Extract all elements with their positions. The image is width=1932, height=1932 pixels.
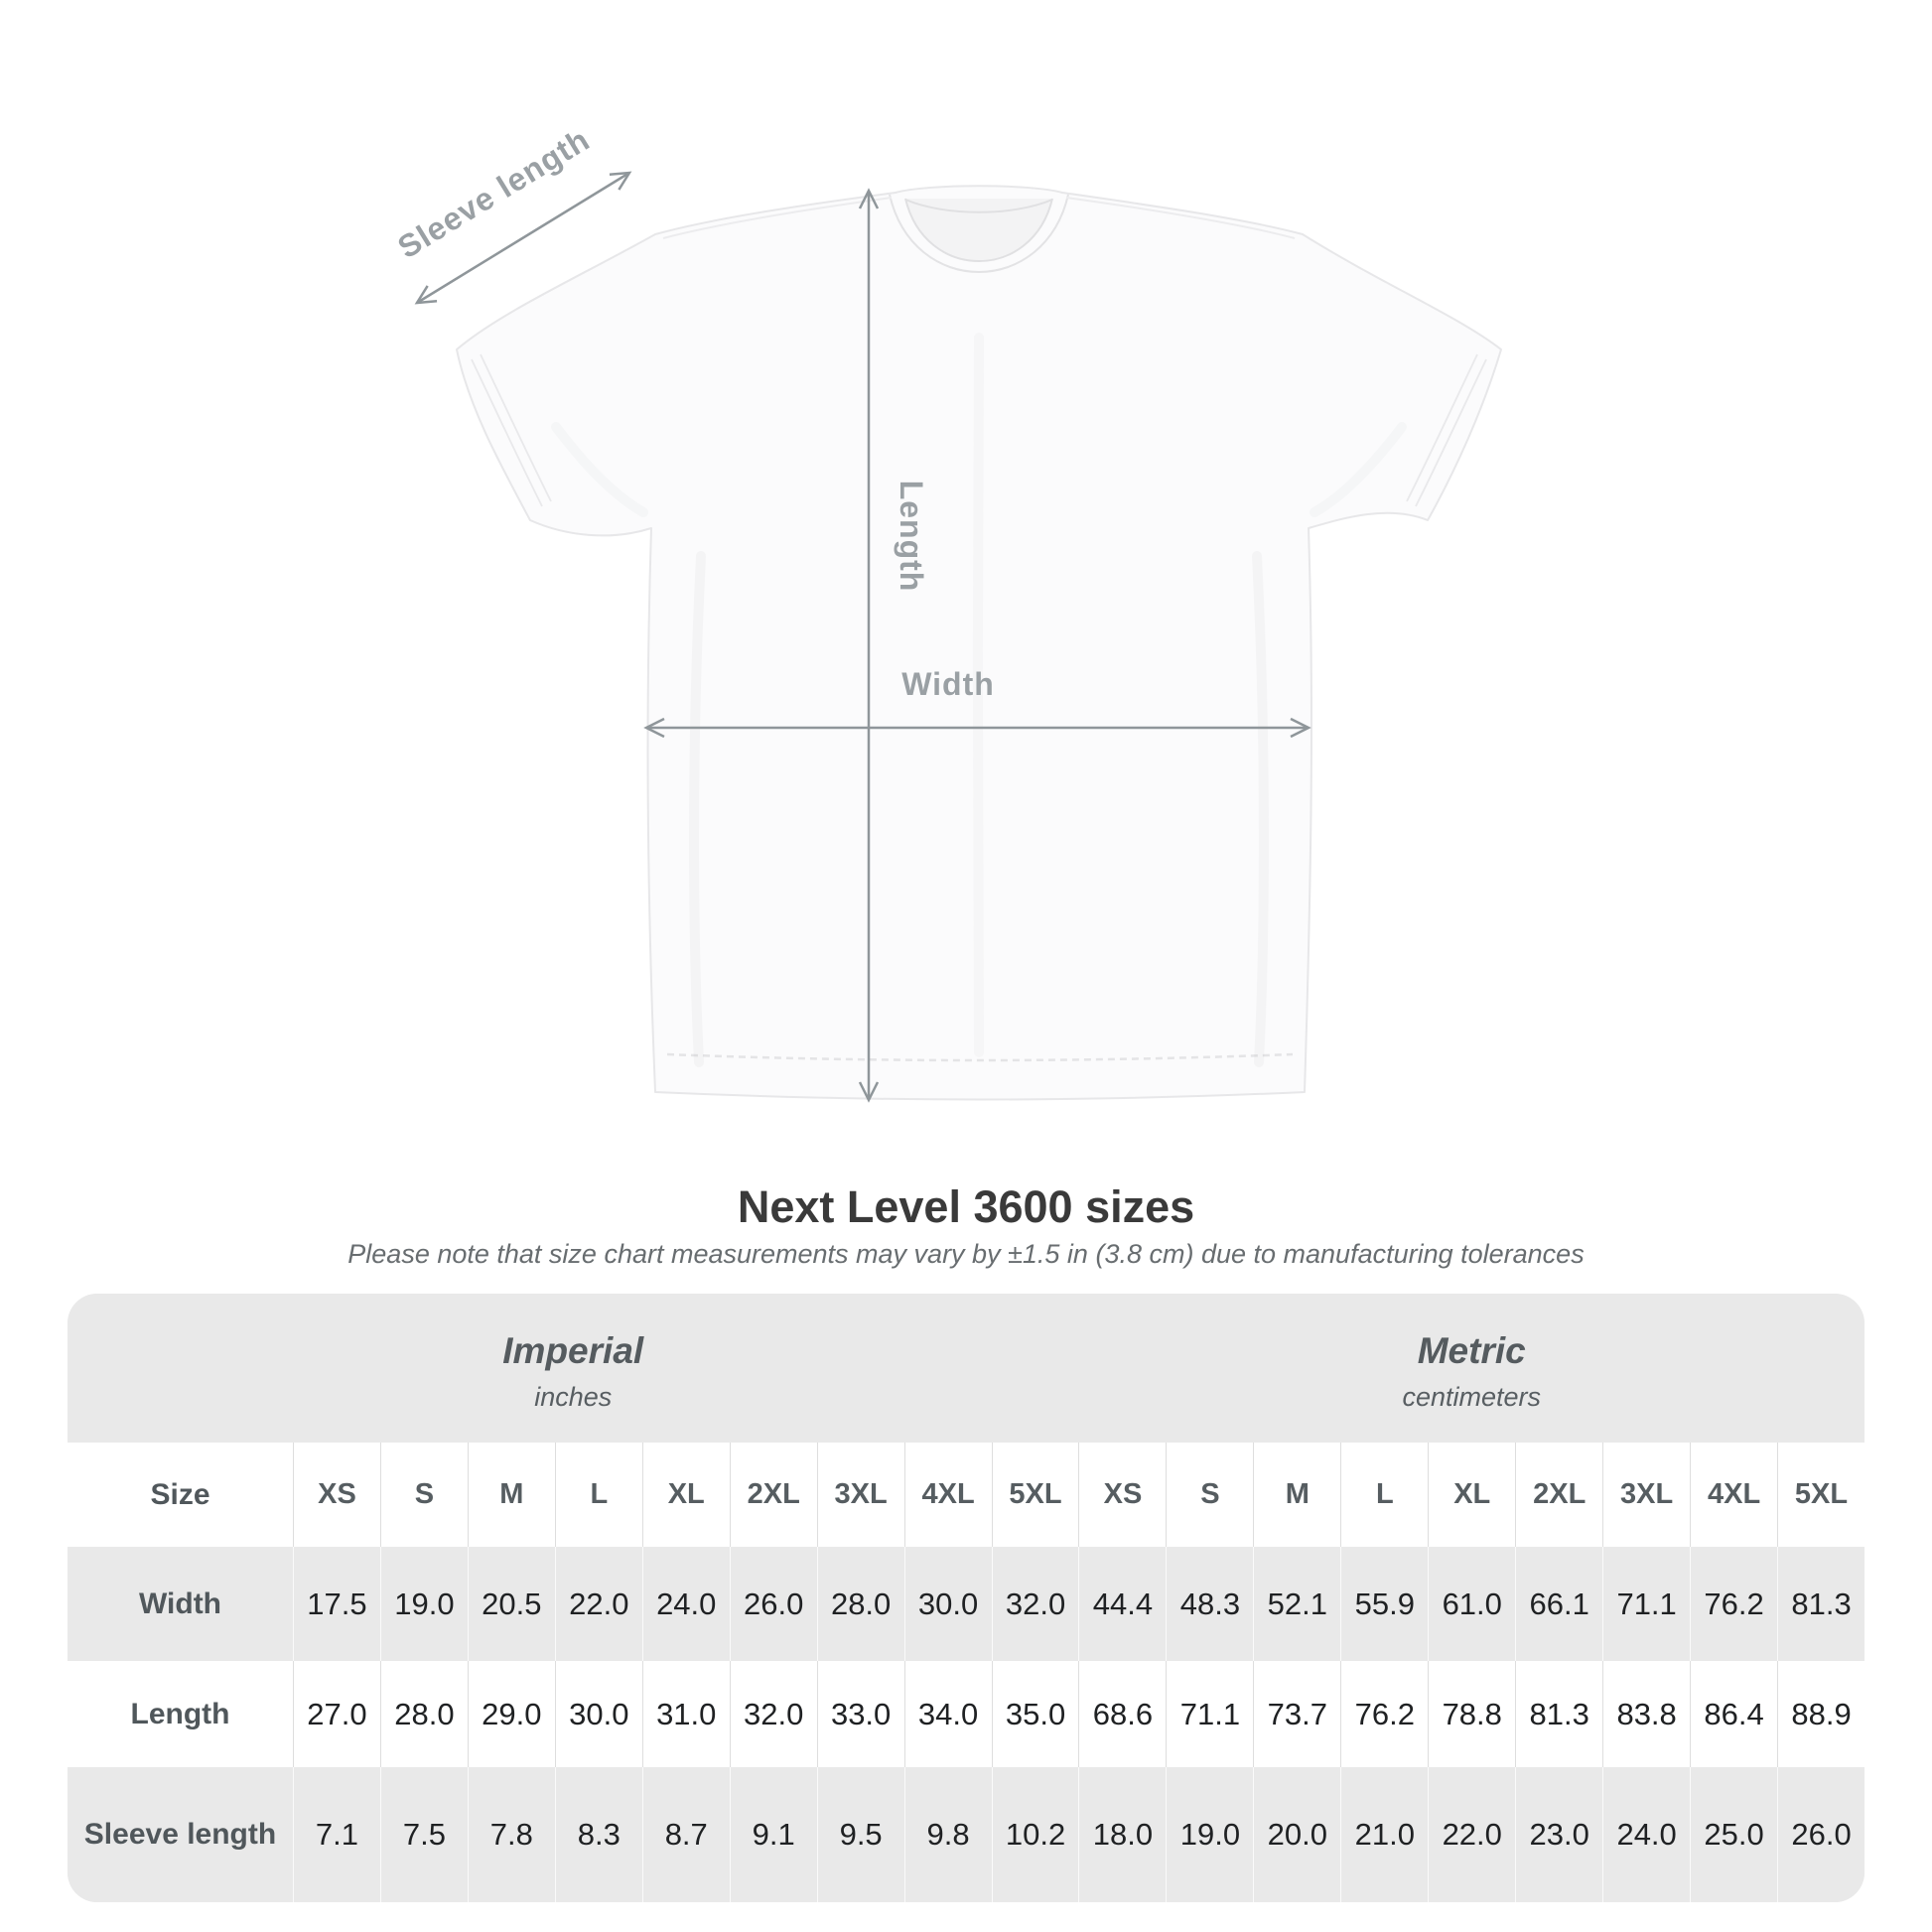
measurement-value: 28.0 (817, 1547, 904, 1661)
measurement-value: 86.4 (1690, 1661, 1777, 1767)
size-column-header: S (1166, 1443, 1253, 1547)
measurement-value: 23.0 (1515, 1767, 1602, 1902)
size-table (68, 1294, 1864, 1902)
measurement-value: 71.1 (1602, 1547, 1690, 1661)
measurement-value: 10.2 (992, 1767, 1079, 1902)
tolerance-note: Please note that size chart measurements may vary by ±1.5 in (3.8 cm) due to manufacturing tolerances (347, 1239, 1585, 1269)
unit-group-name: Metric (1417, 1329, 1526, 1371)
tshirt-graphic (457, 186, 1501, 1099)
measurement-value: 48.3 (1166, 1547, 1253, 1661)
row-label: Width (68, 1547, 293, 1661)
measurement-value: 66.1 (1515, 1547, 1602, 1661)
measurement-value: 20.5 (468, 1547, 555, 1661)
measurement-value: 9.8 (904, 1767, 992, 1902)
measurement-value: 55.9 (1340, 1547, 1428, 1661)
size-column-header: 5XL (992, 1443, 1079, 1547)
size-column-header: 3XL (817, 1443, 904, 1547)
unit-group-metric (1078, 1294, 1864, 1443)
size-column-header: XL (642, 1443, 730, 1547)
sleeve-length-label: Sleeve length (391, 120, 597, 266)
unit-group-imperial (68, 1294, 1078, 1443)
measurement-value: 26.0 (1777, 1767, 1864, 1902)
row-label: Length (68, 1661, 293, 1767)
measurement-value: 30.0 (904, 1547, 992, 1661)
measurement-value: 24.0 (642, 1547, 730, 1661)
size-column-header: 4XL (904, 1443, 992, 1547)
width-label: Width (901, 666, 995, 702)
measurement-value: 88.9 (1777, 1661, 1864, 1767)
measurement-value: 9.1 (730, 1767, 817, 1902)
page-title: Next Level 3600 sizes (737, 1181, 1195, 1232)
size-column-header: L (1340, 1443, 1428, 1547)
size-column-header: XS (293, 1443, 380, 1547)
measurement-value: 22.0 (555, 1547, 642, 1661)
measurement-value: 19.0 (1166, 1767, 1253, 1902)
size-column-header: 4XL (1690, 1443, 1777, 1547)
measurement-value: 18.0 (1078, 1767, 1166, 1902)
measurement-value: 8.3 (555, 1767, 642, 1902)
unit-group-unit: centimeters (1402, 1381, 1542, 1412)
size-column-header: S (380, 1443, 468, 1547)
size-column-header: 5XL (1777, 1443, 1864, 1547)
measurement-value: 33.0 (817, 1661, 904, 1767)
measurement-value: 35.0 (992, 1661, 1079, 1767)
measurement-value: 7.5 (380, 1767, 468, 1902)
measurement-value: 31.0 (642, 1661, 730, 1767)
measurement-value: 8.7 (642, 1767, 730, 1902)
size-column-header: L (555, 1443, 642, 1547)
row-label: Sleeve length (68, 1767, 293, 1902)
measurement-value: 81.3 (1777, 1547, 1864, 1661)
measurement-value: 26.0 (730, 1547, 817, 1661)
measurement-value: 17.5 (293, 1547, 380, 1661)
measurement-value: 20.0 (1253, 1767, 1340, 1902)
measurement-value: 7.1 (293, 1767, 380, 1902)
measurement-value: 22.0 (1428, 1767, 1515, 1902)
measurement-value: 7.8 (468, 1767, 555, 1902)
measurement-value: 83.8 (1602, 1661, 1690, 1767)
measurement-value: 30.0 (555, 1661, 642, 1767)
measurement-value: 19.0 (380, 1547, 468, 1661)
measurement-value: 32.0 (730, 1661, 817, 1767)
size-column-header: 2XL (730, 1443, 817, 1547)
measurement-value: 73.7 (1253, 1661, 1340, 1767)
size-column-header: M (1253, 1443, 1340, 1547)
measurement-value: 21.0 (1340, 1767, 1428, 1902)
measurement-value: 61.0 (1428, 1547, 1515, 1661)
measurement-value: 27.0 (293, 1661, 380, 1767)
size-row-label: Size (68, 1443, 293, 1547)
measurement-value: 78.8 (1428, 1661, 1515, 1767)
length-label: Length (894, 480, 929, 593)
size-column-header: 3XL (1602, 1443, 1690, 1547)
measurement-value: 68.6 (1078, 1661, 1166, 1767)
measurement-value: 71.1 (1166, 1661, 1253, 1767)
unit-group-name: Imperial (502, 1329, 644, 1371)
measurement-value: 29.0 (468, 1661, 555, 1767)
size-column-header: M (468, 1443, 555, 1547)
unit-group-unit: inches (534, 1381, 613, 1412)
measurement-value: 9.5 (817, 1767, 904, 1902)
size-column-header: 2XL (1515, 1443, 1602, 1547)
measurement-value: 76.2 (1690, 1547, 1777, 1661)
size-column-header: XS (1078, 1443, 1166, 1547)
measurement-value: 44.4 (1078, 1547, 1166, 1661)
measurement-value: 24.0 (1602, 1767, 1690, 1902)
measurement-value: 25.0 (1690, 1767, 1777, 1902)
measurement-value: 76.2 (1340, 1661, 1428, 1767)
measurement-value: 52.1 (1253, 1547, 1340, 1661)
measurement-value: 34.0 (904, 1661, 992, 1767)
size-column-header: XL (1428, 1443, 1515, 1547)
measurement-value: 81.3 (1515, 1661, 1602, 1767)
measurement-value: 32.0 (992, 1547, 1079, 1661)
measurement-value: 28.0 (380, 1661, 468, 1767)
